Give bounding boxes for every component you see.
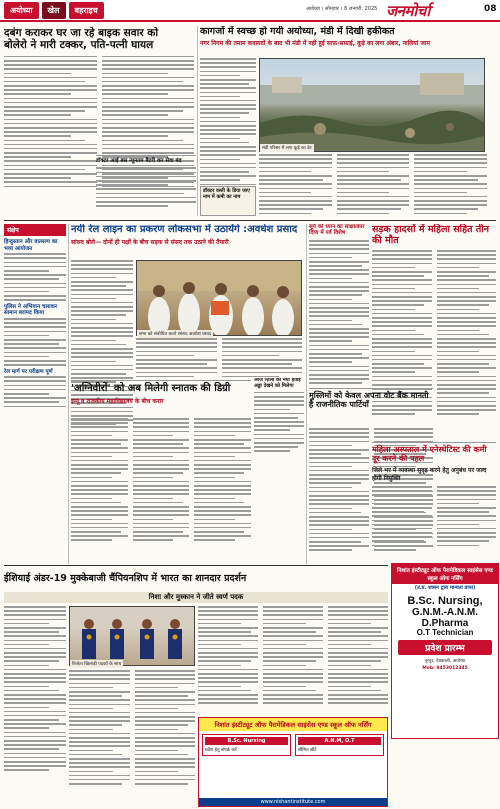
ad-course-bsc: B.Sc. Nursing,: [407, 595, 483, 607]
ad-title: निशांत इंस्टीट्यूट ऑफ पैरामेडिकल साइंसेस एण्ड स्कूल ऑफ नर्सिंग: [392, 564, 498, 584]
photo-caption: सभा को संबोधित करते सांसद अवधेश प्रसाद: [139, 332, 212, 337]
subheadline: सांसद बोले— दोनों ही पक्षों के बीच सड़क से संसद तक उठाने की तैयारी: [71, 238, 229, 246]
ad-address: नूरपुर, देवकाली, अयोध्या: [424, 658, 466, 664]
column-rule: [197, 26, 198, 216]
subheadline: जिले भर में व्यवस्था सुदृढ़ करने हेतु अनुबंध पर जल्द होगी नियुक्ति: [372, 466, 487, 482]
headline: डॉक्टर आई बस न्यूनतम बैटरी कर सेवा बंद: [96, 158, 182, 164]
article-rail-line: [71, 224, 303, 258]
article-vote-bank: [309, 388, 433, 422]
headline-line-2: बोलेरो ने मारी टक्कर, पति-पत्नी घायल: [4, 39, 154, 52]
headline: आज ज़िला का नया हवाई अड्डा देखने को मिलेगा: [254, 378, 301, 389]
crowd-illustration: [137, 261, 302, 336]
boxers-photo: [69, 606, 195, 666]
subheadline: इग्नू व राजकीय महाविद्यालय के बीच करार: [71, 397, 164, 405]
headline: 'अग्निवीरों' को अब मिलेगी स्नातक की डिग्री: [71, 383, 231, 394]
article-body-rail-2: [136, 338, 302, 378]
article-body-mandi-2: [259, 154, 487, 216]
headline: कागजों में स्वच्छ हो गयी अयोध्या, मंडी में दिखी हकीकत: [200, 26, 395, 37]
article-agniveer: [71, 380, 251, 414]
ad-box-bsc: [202, 734, 291, 756]
headline: दबंग कराकर घर जा रहे बाइक सवार को: [4, 27, 159, 39]
headline: नयी रेल लाइन का प्रकरण लोकसभा में उठायेंगे :अवधेश प्रसाद: [71, 224, 298, 235]
boxing-subheadline: निशा और मुस्कान ने जीते स्वर्ण पदक: [4, 592, 388, 603]
ad-box-title: B.Sc. Nursing: [205, 737, 288, 745]
mandi-garbage-photo: [259, 58, 485, 152]
article-doctor-service: [96, 155, 196, 215]
article-body-boxing: [4, 606, 66, 806]
article-body-agniveer: [71, 418, 251, 564]
section-rule: [4, 220, 496, 221]
nursing-institute-ad[interactable]: [198, 717, 388, 807]
sidebar-item[interactable]: रेल मार्ग पर परीक्षण पूर्ण: [4, 368, 53, 375]
article-doctor-box: [200, 186, 256, 216]
ad-course-ot: O.T Technician: [416, 628, 474, 638]
ad-box-anm: [295, 734, 384, 756]
headline: ईशियाई अंडर-19 मुक्केबाजी चैंपियनशिप में भारत का शानदार प्रदर्शन: [4, 573, 247, 584]
admission-open-badge: प्रवेश प्रारम्भ: [398, 640, 492, 655]
article-body-boxing-2: [69, 670, 195, 806]
ad-heading: निशांत इंस्टीट्यूट ऑफ पैरामेडिकल साइंसेस एण्ड स्कूल ऑफ नर्सिंग: [199, 718, 387, 731]
sidebar-title: संक्षेप: [4, 224, 66, 236]
section-tab-sports[interactable]: खेल: [42, 2, 66, 19]
boxing-headline-banner: [4, 568, 388, 592]
subheadline: नगर निगम की तमाम कवायदों के बाद भी मंडी में नहीं हुई साफ़-सफ़ाई, कूड़े का लगा अंबार, नालियां जाम: [200, 40, 430, 48]
ad-website[interactable]: www.nishantinstitute.com: [199, 798, 387, 806]
ad-approval: (उ.प्र. शासन द्वारा मान्यता प्राप्त): [414, 585, 476, 591]
page-number: 08: [484, 4, 497, 14]
sidebar-item[interactable]: पुलिस ने अभियान चलाकर सामान बरामद किया: [4, 303, 58, 317]
section-tab-ayodhya[interactable]: अयोध्या: [4, 2, 39, 19]
photo-caption: विजेता खिलाड़ी पदकों के साथ: [72, 662, 122, 667]
column-rule: [68, 224, 69, 564]
paramedical-institute-ad[interactable]: [391, 563, 499, 739]
article-body-anesthetist: [372, 486, 496, 562]
article-anesthetist: [372, 442, 496, 482]
ad-phone[interactable]: Mob: 9453012345: [422, 665, 468, 671]
article-body-boxing-3: [198, 606, 388, 714]
headline: डॉक्टर वस्ती के डिया जाए नाम में कमी का नाम: [203, 188, 250, 200]
dateline: अयोध्या । सोमवार । 8 जनवरी, 2025: [306, 6, 378, 12]
article-airport: [254, 378, 304, 464]
sidebar-item[interactable]: हिन्दुस्तान और वात्सल्य का भव्य आयोजन: [4, 239, 58, 252]
article-surya: [309, 224, 369, 384]
mandi-scene-illustration: [260, 59, 485, 152]
article-body: [4, 56, 97, 187]
ad-box-text: प्रवेश हेतु संपर्क करें: [205, 748, 237, 753]
headline: महिला अस्पताल में एनेस्थेटिस्ट की कमी दूर करने की पहल: [372, 445, 487, 464]
section-tabs: [4, 2, 104, 19]
ad-box-title: A.N.M, O.T: [298, 737, 381, 745]
newspaper-logo: जनमोर्चा: [386, 2, 430, 20]
masthead: [0, 0, 500, 22]
article-body-right-column: [436, 40, 496, 44]
boxers-illustration: [70, 607, 195, 666]
photo-caption: मंडी परिसर में लगा कूड़े का ढेर: [262, 146, 312, 151]
mp-meeting-photo: [136, 260, 302, 336]
ad-box-text: सीमित सीटें: [298, 748, 317, 753]
column-rule: [306, 224, 307, 564]
headline: सड़क हादसों में महिला सहित तीन की मौत: [372, 224, 490, 246]
ad-course-dpharma: D.Pharma: [421, 618, 469, 630]
ad-course-gnm: G.N.M.-A.N.M.: [411, 607, 479, 619]
sidebar-briefs: [4, 224, 66, 464]
article-road-accidents: [372, 224, 496, 246]
headline: सूर्य को ध्यान का साक्षात्कार दिव्य में पर्व विशेष: [309, 224, 365, 237]
section-tab-bahraich[interactable]: बहराइच: [69, 2, 104, 19]
section-rule: [4, 565, 388, 566]
headline: मुस्लिमों को केवल अपना वोट बैंक मानती है राजनीतिक पार्टियाँ: [309, 391, 429, 410]
